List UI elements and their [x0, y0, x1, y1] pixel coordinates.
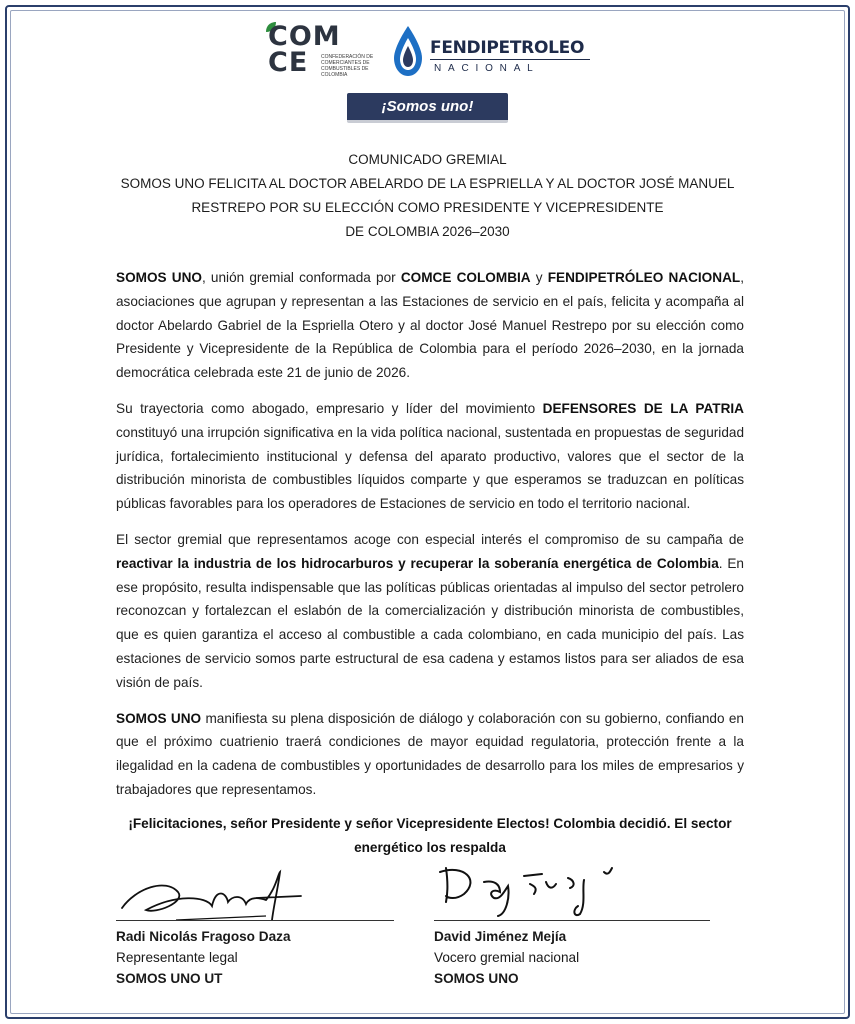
fendipetroleo-logo [390, 22, 600, 82]
handwritten-signature-left [116, 858, 316, 928]
signer-role-right: Vocero gremial nacional [434, 950, 580, 965]
signature-block-right [434, 858, 724, 1018]
title-line-1: COMUNICADO GREMIAL [348, 152, 507, 167]
comce-logo [268, 21, 378, 84]
logo-divider [430, 59, 590, 60]
closing-line-2: energético los respalda [354, 839, 506, 855]
closing-line-1: ¡Felicitaciones, señor Presidente y señor Vicepresidente Electos! Colombia decidió. El sector [128, 816, 732, 831]
fendipetroleo-subtitle: NACIONAL [434, 63, 540, 74]
signer-name-right: David Jiménez Mejía [434, 929, 567, 944]
paragraph-4: SOMOS UNO manifiesta su plena disposición de diálogo y colaboración con su gobierno, confiando en que el próximo cuatrienio traerá condiciones de mayor equidad regulatoria, protección frente a la ilegalidad en la cadena de combustibles y oportunidades de desarrollo para los miles de empresarios y trabajadores que representamos. [116, 710, 744, 797]
paragraph-3: El sector gremial que representamos acoge con especial interés el compromiso de su campaña de reactivar la industria de los hidrocarburos y recuperar la soberanía energética de Colombia. En ese propósito, resulta indispensable que las políticas públicas orientadas al impulso del sector petrolero reconozcan y fortalezcan el eslabón de la comercialización y distribución minorista de combustibles, que es quien garantiza el acceso al combustible a cada colombiano, en cada municipio del país. Las estaciones de servicio somos parte estructural de esa cadena y estamos listos para ser aliados de esa visión de país. [116, 531, 744, 690]
header-logos [0, 22, 855, 84]
title-line-3: RESTREPO POR SU ELECCIÓN COMO PRESIDENTE Y VICEPRESIDENTE [191, 200, 664, 215]
somos-uno-banner: ¡Somos uno! [347, 93, 508, 123]
signer-org-left: SOMOS UNO UT [116, 971, 223, 986]
signature-block-left [116, 858, 406, 1018]
oil-drop-icon [390, 24, 426, 78]
signer-org-right: SOMOS UNO [434, 971, 519, 986]
document-title [0, 148, 855, 244]
document-body [116, 266, 744, 814]
fendipetroleo-wordmark: FENDIPETROLEO [430, 38, 585, 58]
paragraph-1: SOMOS UNO, unión gremial conformada por COMCE COLOMBIA y FENDIPETRÓLEO NACIONAL, asociaciones que agrupan y representan a las Estaciones de servicio en el país, felicita y acompaña al doctor Abelardo Gabriel de la Espriella Otero y al doctor José Manuel Restrepo por su elección como Presidente y Vicepresidente de la República de Colombia para el período 2026–2030, en la jornada democrática celebrada este 21 de junio de 2026. [116, 270, 744, 381]
handwritten-signature-right [434, 858, 654, 928]
comce-letters-bottom: CE [268, 47, 309, 78]
comce-subtitle: CONFEDERACIÓN DE COMERCIANTES DE COMBUSTIBLES DE COLOMBIA [321, 54, 374, 78]
comce-letters-top: COM [268, 21, 341, 52]
signature-line-right [434, 920, 710, 921]
title-line-2: SOMOS UNO FELICITA AL DOCTOR ABELARDO DE LA ESPRIELLA Y AL DOCTOR JOSÉ MANUEL [120, 176, 735, 191]
signature-line-left [116, 920, 394, 921]
signer-role-left: Representante legal [116, 950, 238, 965]
paragraph-2: Su trayectoria como abogado, empresario y líder del movimiento DEFENSORES DE LA PATRIA constituyó una irrupción significativa en la vida política nacional, sustentada en propuestas de seguridad jurídica, fortalecimiento institucional y defensa del aparato productivo, valores que el sector de la distribución minorista de combustibles líquidos comparte y que esperamos se traduzcan en políticas públicas favorables para los operadores de Estaciones de servicio en todo el territorio nacional. [116, 400, 744, 512]
closing-statement [116, 812, 744, 859]
signer-name-left: Radi Nicolás Fragoso Daza [116, 929, 291, 944]
title-line-4: DE COLOMBIA 2026–2030 [345, 224, 510, 239]
